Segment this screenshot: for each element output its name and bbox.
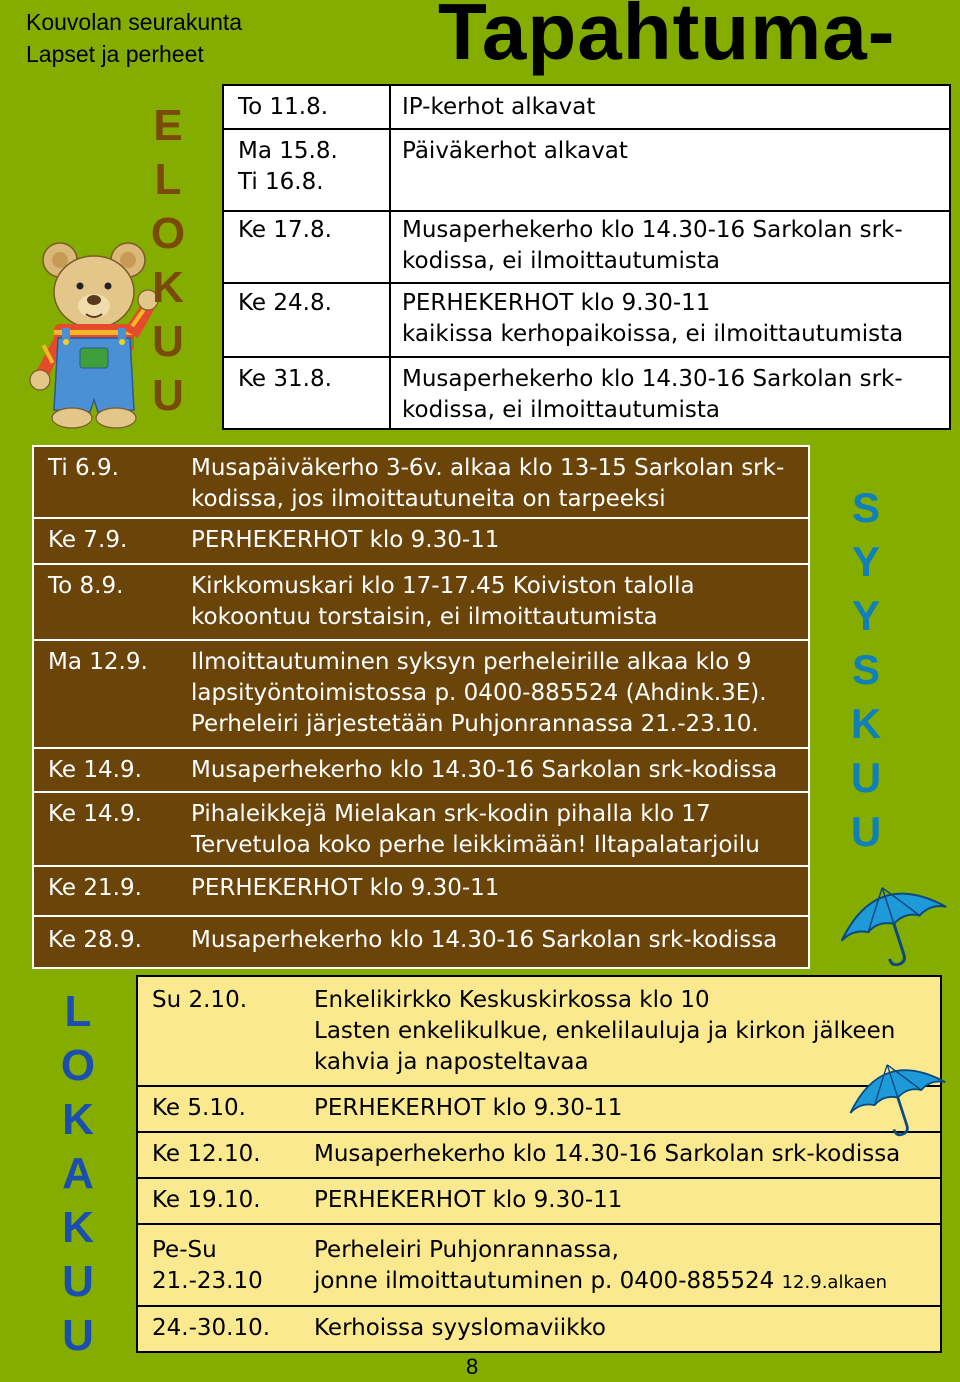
event-date: Ke 24.8. (238, 290, 332, 316)
event-date: Ma 12.9. (48, 649, 148, 675)
event-text: Musaperhekerho klo 14.30-16 Sarkolan srk- kodissa, ei ilmoittautumista (402, 366, 903, 423)
month-letter: U (850, 754, 882, 801)
event-text: PERHEKERHOT klo 9.30-11 (191, 527, 500, 553)
month-letter: Y (851, 592, 880, 639)
month-letter: K (62, 1095, 94, 1144)
october-events-table (136, 975, 942, 1353)
event-text: PERHEKERHOT klo 9.30-11 (191, 875, 500, 901)
month-letter: U (152, 371, 184, 420)
table-row (34, 641, 808, 749)
september-events-table (32, 445, 810, 969)
table-row (224, 284, 949, 358)
event-text: Ilmoittautuminen syksyn perheleirille alkaa klo 9 lapsityöntoimistossa p. 0400-885524 (Ahdink.3E). Perheleiri järjestetään Puhjonrannassa 21.-23.10. (191, 649, 767, 737)
table-row (34, 867, 808, 917)
table-row (34, 519, 808, 565)
month-letter: U (152, 317, 184, 366)
month-letter: Y (851, 538, 880, 585)
month-letter: K (152, 263, 184, 312)
august-events-table (222, 84, 951, 430)
month-letter: U (62, 1311, 94, 1360)
month-letter: O (150, 209, 186, 258)
event-date: Ke 5.10. (152, 1095, 246, 1121)
month-letter: U (62, 1257, 94, 1306)
umbrella-icon (838, 1052, 956, 1138)
table-row (138, 1133, 940, 1179)
event-date: Ke 21.9. (48, 875, 142, 901)
month-letter: K (62, 1203, 94, 1252)
event-date: Ke 14.9. (48, 757, 142, 783)
event-date: Ke 12.10. (152, 1141, 261, 1167)
table-row (138, 1179, 940, 1225)
table-row (138, 977, 940, 1087)
event-text: PERHEKERHOT klo 9.30-11 kaikissa kerhopaikoissa, ei ilmoittautumista (402, 290, 904, 347)
month-letter: E (153, 101, 183, 150)
event-date: Ke 28.9. (48, 927, 142, 953)
table-row (224, 86, 949, 130)
event-text: Päiväkerhot alkavat (402, 138, 628, 164)
event-text: PERHEKERHOT klo 9.30-11 (314, 1187, 623, 1213)
event-text: Musaperhekerho klo 14.30-16 Sarkolan srk-kodissa (191, 757, 778, 783)
event-text: Kerhoissa syyslomaviikko (314, 1315, 606, 1341)
event-date: Ke 14.9. (48, 801, 142, 827)
table-row (138, 1225, 940, 1307)
page-number: 8 (466, 1354, 479, 1379)
event-date: To 8.9. (48, 573, 124, 599)
month-word-october (44, 987, 112, 1368)
table-row (34, 793, 808, 867)
month-letter: U (850, 808, 882, 855)
event-text: Pihaleikkejä Mielakan srk-kodin pihalla klo 17 Tervetuloa koko perhe leikkimään! Iltapalatarjoilu (191, 801, 760, 858)
table-row (224, 212, 949, 284)
month-letter: S (851, 484, 880, 531)
table-row (34, 565, 808, 641)
event-date: Su 2.10. (152, 987, 248, 1013)
month-letter: A (62, 1149, 94, 1198)
event-text: PERHEKERHOT klo 9.30-11 (314, 1095, 623, 1121)
month-letter: S (851, 646, 880, 693)
event-text: Kirkkomuskari klo 17-17.45 Koiviston talolla kokoontuu torstaisin, ei ilmoittautumista (191, 573, 695, 630)
umbrella-icon (828, 876, 958, 966)
table-row (34, 749, 808, 793)
month-letter: L (64, 987, 92, 1036)
event-text: Musapäiväkerho 3-6v. alkaa klo 13-15 Sarkolan srk- kodissa, jos ilmoittautuneita on tarpeeksi (191, 455, 785, 512)
month-word-august (140, 101, 196, 428)
org-line-1: Kouvolan seurakunta (26, 9, 243, 35)
page-title: Tapahtuma- (438, 0, 896, 76)
org-line-2: Lapset ja perheet (26, 41, 204, 67)
table-row (34, 917, 808, 967)
event-date: Ke 31.8. (238, 366, 332, 392)
event-text: Musaperhekerho klo 14.30-16 Sarkolan srk- kodissa, ei ilmoittautumista (402, 217, 903, 274)
month-letter: K (850, 700, 882, 747)
event-date: Pe-Su 21.-23.10 (152, 1237, 263, 1294)
organization-name (26, 6, 242, 70)
event-text-small: 12.9.alkaen (781, 1272, 888, 1293)
month-letter: L (154, 155, 182, 204)
table-row (138, 1087, 940, 1133)
event-date: Ke 17.8. (238, 217, 332, 243)
month-word-september (836, 484, 896, 865)
table-row (224, 130, 949, 212)
event-text: Musaperhekerho klo 14.30-16 Sarkolan srk-kodissa (191, 927, 778, 953)
event-date: Ke 7.9. (48, 527, 128, 553)
event-text-main: Perheleiri Puhjonrannassa, jonne ilmoittautuminen p. 0400-885524 (314, 1237, 775, 1294)
event-text: Musaperhekerho klo 14.30-16 Sarkolan srk-kodissa (314, 1141, 901, 1167)
event-date: Ti 6.9. (48, 455, 119, 481)
event-text: Enkelikirkko Keskuskirkossa klo 10 Lasten enkelikulkue, enkelilauluja ja kirkon jälkeen kahvia ja naposteltavaa (314, 987, 896, 1075)
event-date: 24.-30.10. (152, 1315, 271, 1341)
table-row (138, 1307, 940, 1351)
event-date: Ma 15.8. Ti 16.8. (238, 138, 338, 195)
table-row (224, 358, 949, 430)
table-row (34, 447, 808, 519)
event-date: To 11.8. (238, 94, 329, 120)
event-text (314, 1235, 934, 1298)
event-text: IP-kerhot alkavat (402, 94, 596, 120)
month-letter: O (60, 1041, 96, 1090)
event-date: Ke 19.10. (152, 1187, 261, 1213)
